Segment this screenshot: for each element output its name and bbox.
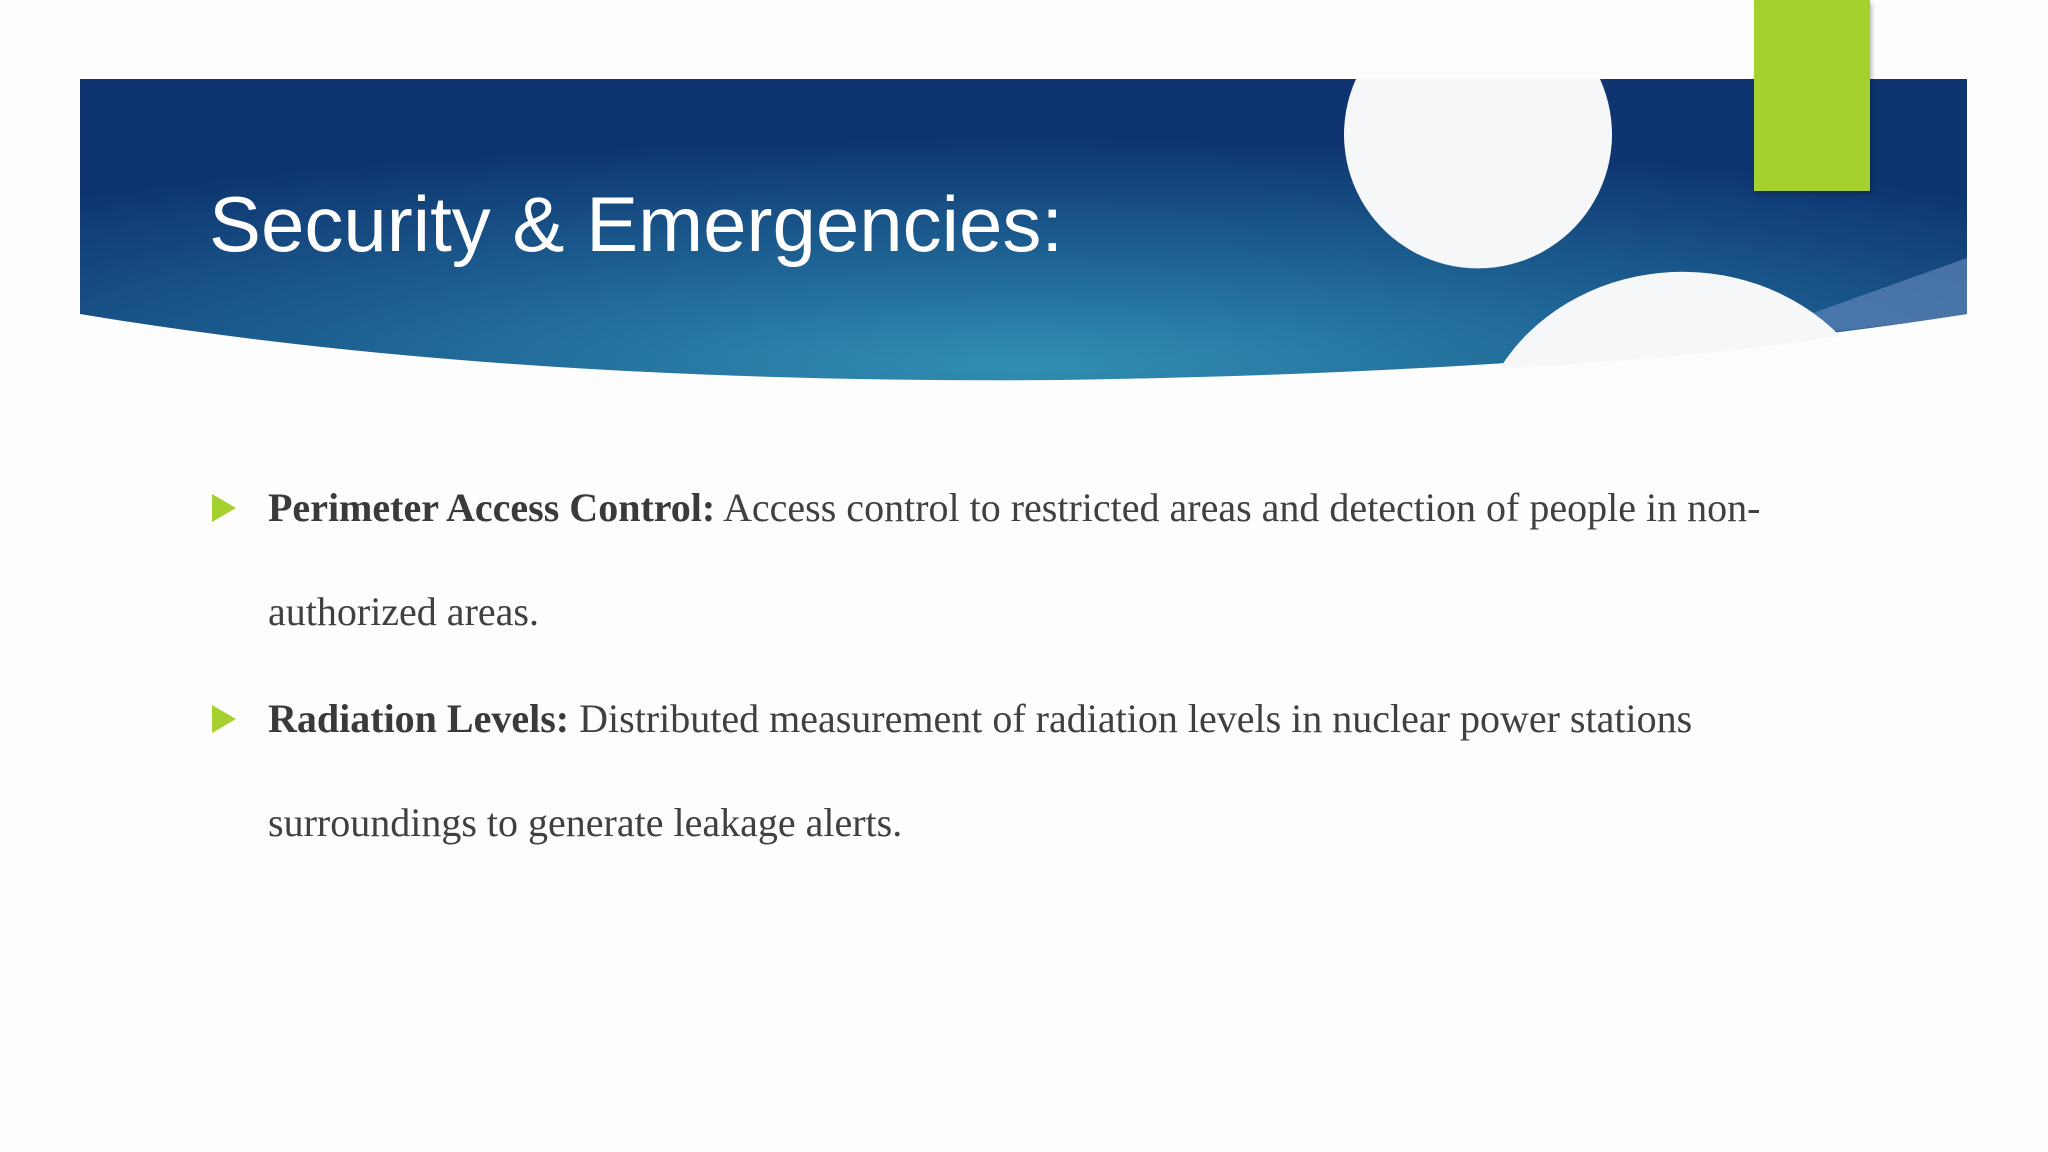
slide-title: Security & Emergencies:: [209, 180, 1064, 268]
bullet-item-perimeter-access: [268, 456, 1768, 664]
bullet-text: Distributed measurement of radiation levels in nuclear power stations surroundings to generate leakage alerts.: [268, 696, 1693, 845]
bullet-term: Perimeter Access Control:: [268, 485, 716, 530]
triangle-right-icon: [212, 494, 236, 522]
bullet-term: Radiation Levels:: [268, 696, 570, 741]
bullet-text: Access control to restricted areas and detection of people in non-authorized areas.: [268, 485, 1761, 634]
bullet-item-radiation-levels: [268, 667, 1768, 875]
triangle-right-icon: [212, 705, 236, 733]
